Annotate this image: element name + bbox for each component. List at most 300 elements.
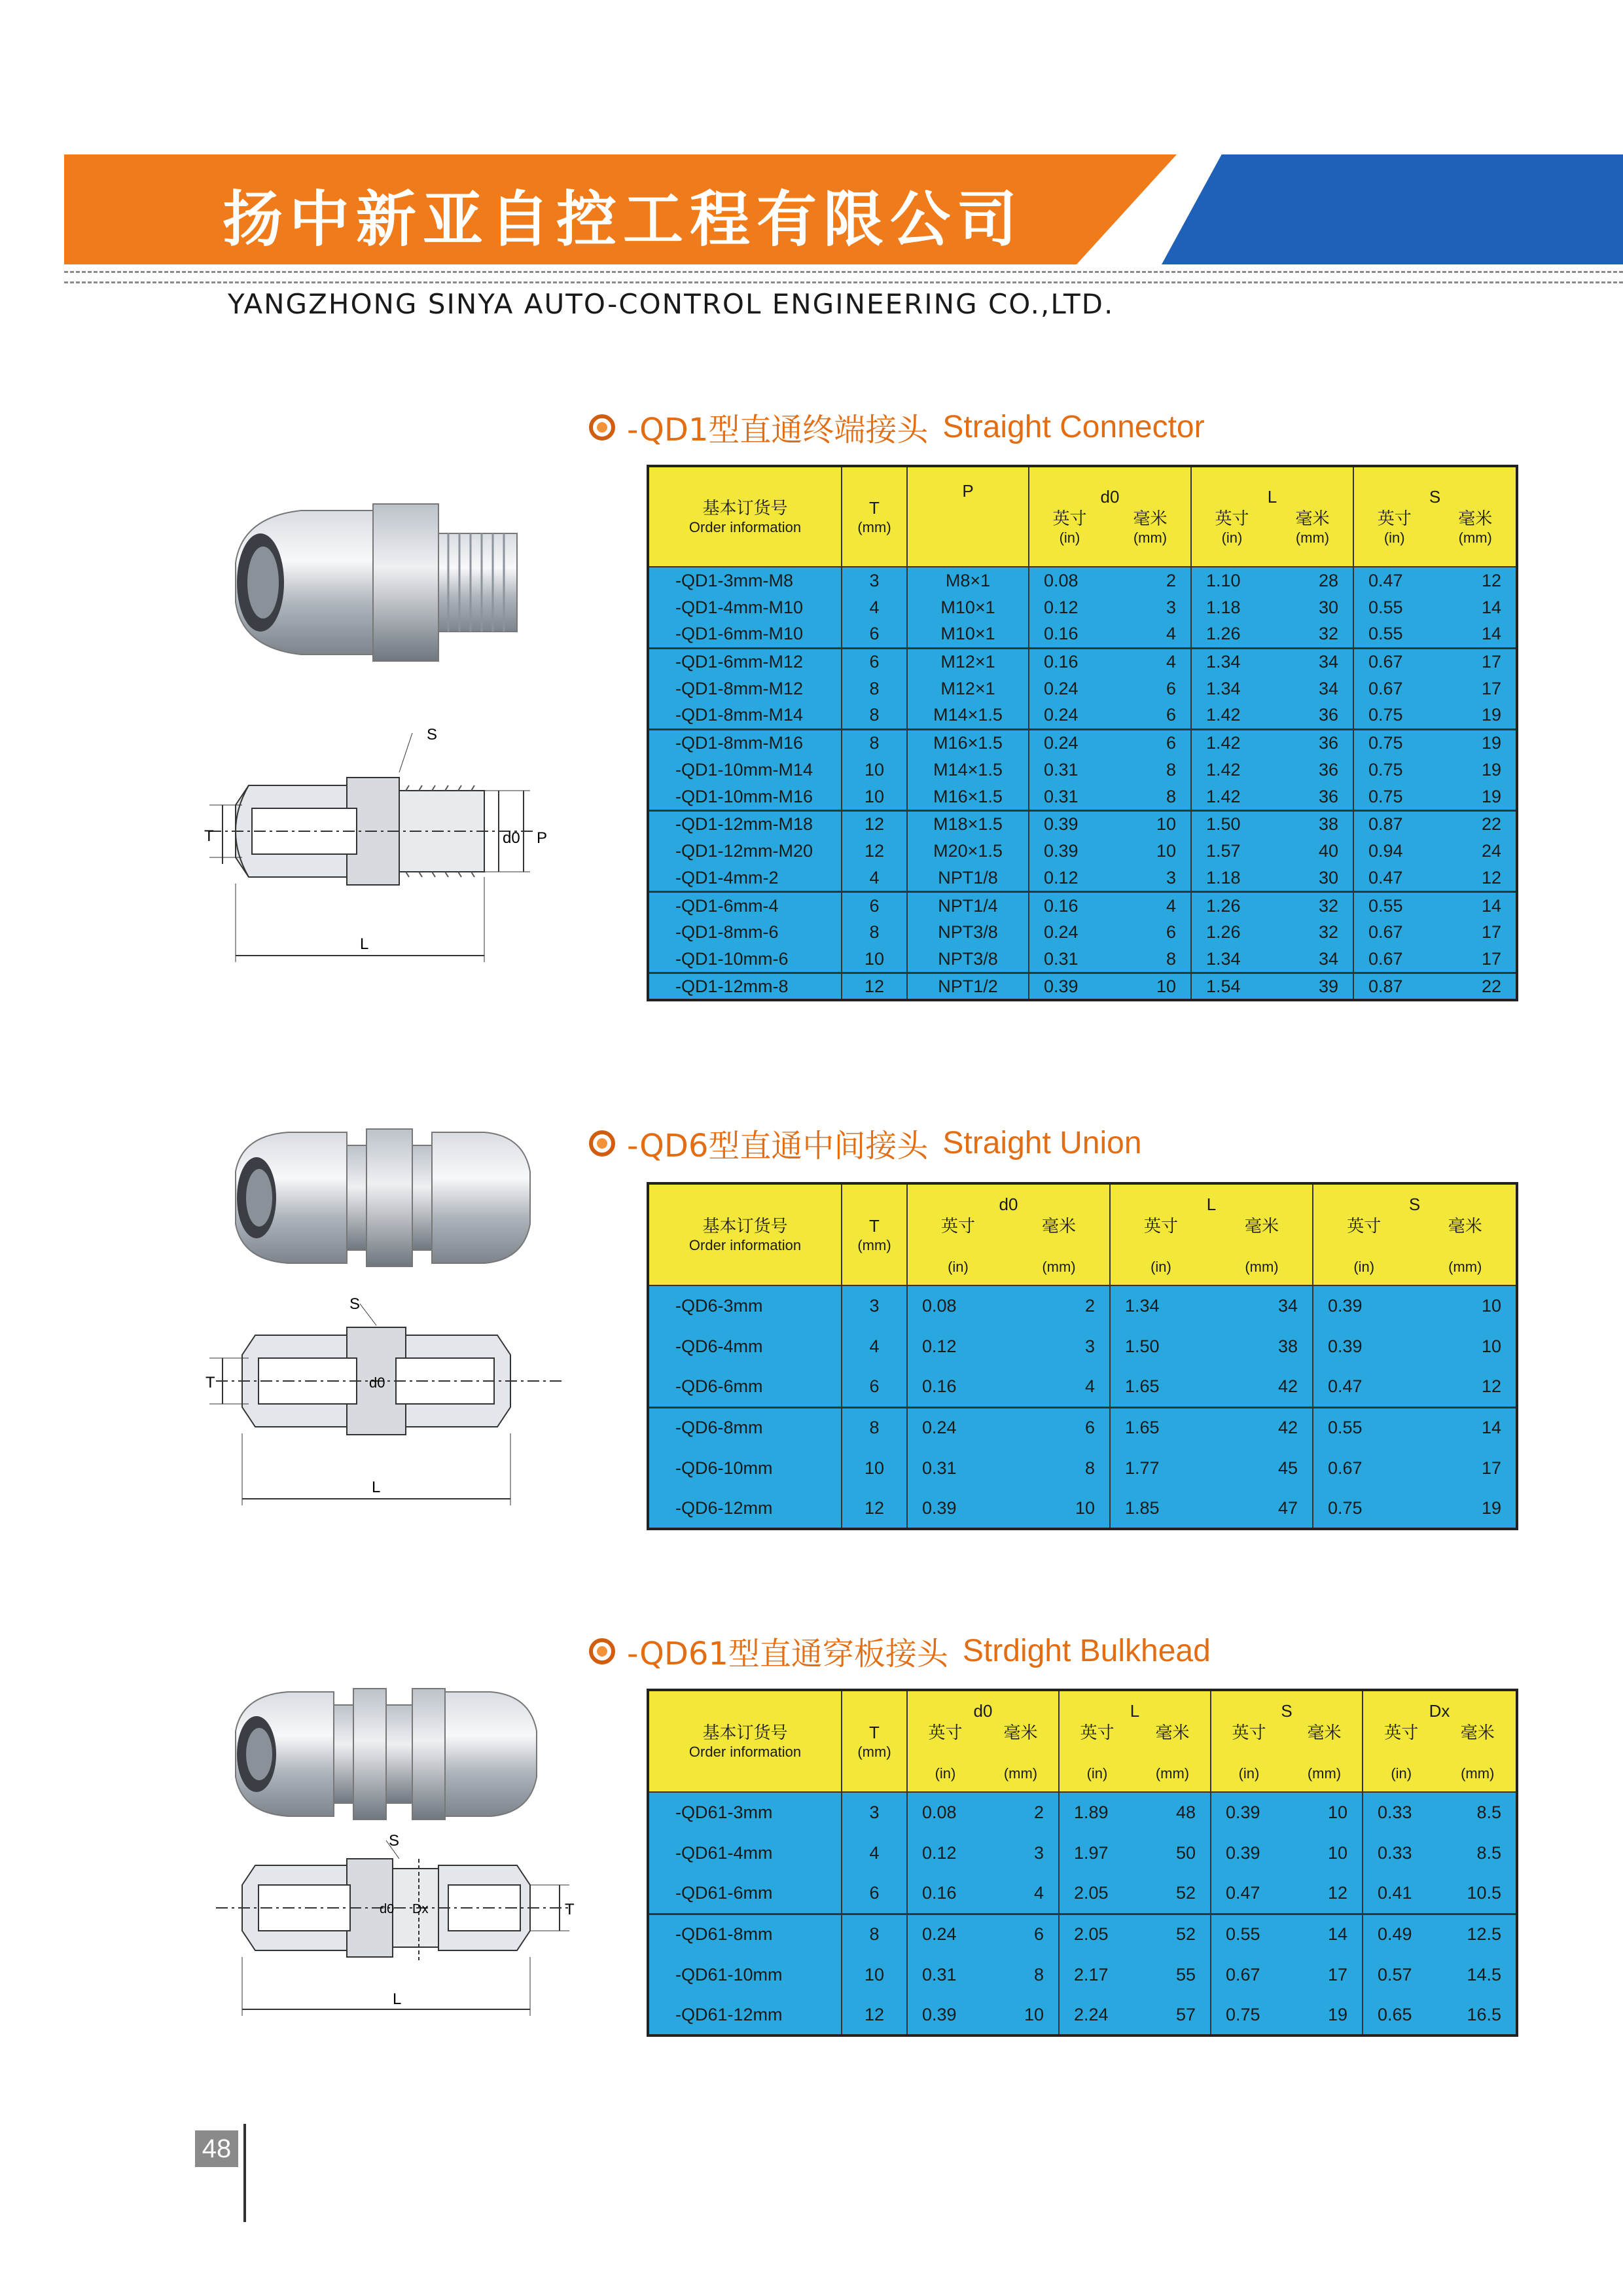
qd61-header-t-unit: (mm): [857, 1744, 891, 1760]
order-code-cell: -QD61-10mm: [648, 1954, 842, 1995]
value-cell: 8: [842, 729, 907, 756]
order-code-cell: -QD1-4mm-M10: [648, 594, 842, 620]
qd6-technical-drawing: [196, 1296, 576, 1512]
value-cell: 30: [1272, 594, 1353, 620]
value-cell: 0.12: [907, 1833, 983, 1873]
value-cell: 0.55: [1313, 1407, 1414, 1448]
value-cell: 0.08: [907, 1792, 983, 1833]
qd6-header-order: [648, 1183, 842, 1285]
qd1-header-d0-label: d0: [1100, 487, 1120, 507]
value-cell: 10: [842, 1448, 907, 1488]
qd61-s-mm-unit: (mm): [1307, 1765, 1342, 1782]
qd61-header-order-cn: 基本订货号: [702, 1722, 788, 1742]
value-cell: 1.50: [1191, 811, 1272, 838]
qd61-drawing-label-d0: d0: [380, 1902, 395, 1916]
value-cell: 3: [1008, 1326, 1110, 1367]
qd1-header-s-label: S: [1429, 487, 1441, 507]
qd1-l-mm-unit: (mm): [1295, 529, 1330, 547]
value-cell: 0.47: [1211, 1873, 1287, 1914]
qd61-header-s-label: S: [1281, 1701, 1293, 1721]
value-cell: 0.75: [1353, 729, 1435, 756]
value-cell: 34: [1272, 648, 1353, 675]
qd6-drawing-label-l: L: [372, 1479, 381, 1496]
value-cell: 0.47: [1353, 865, 1435, 891]
table-row: [648, 1407, 1517, 1448]
value-cell: 0.12: [1029, 594, 1110, 620]
value-cell: 12: [842, 838, 907, 865]
value-cell: 3: [983, 1833, 1059, 1873]
value-cell: 0.24: [907, 1914, 983, 1954]
value-cell: 0.39: [907, 1488, 1008, 1529]
value-cell: 3: [842, 1792, 907, 1833]
qd61-header-s: [1211, 1690, 1363, 1792]
value-cell: 3: [1110, 865, 1191, 891]
value-cell: 1.57: [1191, 838, 1272, 865]
order-code-cell: -QD6-12mm: [648, 1488, 842, 1529]
value-cell: 4: [1110, 892, 1191, 919]
qd61-dx-mm-unit: (mm): [1461, 1765, 1495, 1782]
value-cell: 0.75: [1211, 1995, 1287, 2036]
value-cell: 0.75: [1313, 1488, 1414, 1529]
value-cell: 52: [1135, 1914, 1211, 1954]
value-cell: 10: [1287, 1792, 1363, 1833]
qd6-header-order-cn: 基本订货号: [702, 1215, 788, 1236]
qd1-header-t-label: T: [869, 497, 880, 518]
qd1-title-en: Straight Connector: [942, 410, 1205, 444]
value-cell: 8.5: [1438, 1833, 1517, 1873]
value-cell: 17: [1435, 675, 1517, 702]
value-cell: 52: [1135, 1873, 1211, 1914]
value-cell: 19: [1435, 783, 1517, 810]
value-cell: 12: [842, 1488, 907, 1529]
value-cell: 32: [1272, 892, 1353, 919]
value-cell: 19: [1435, 702, 1517, 729]
qd1-header-l: [1191, 466, 1353, 567]
value-cell: 10: [1414, 1285, 1517, 1326]
value-cell: 17: [1435, 946, 1517, 973]
qd6-d0-mm-unit: (mm): [1042, 1258, 1076, 1275]
value-cell: 12: [842, 1995, 907, 2036]
value-cell: 2: [1110, 567, 1191, 594]
value-cell: 0.24: [907, 1407, 1008, 1448]
value-cell: 10: [1110, 811, 1191, 838]
order-code-cell: -QD6-3mm: [648, 1285, 842, 1326]
order-code-cell: -QD1-8mm-M12: [648, 675, 842, 702]
value-cell: 14: [1435, 594, 1517, 620]
value-cell: 0.31: [1029, 783, 1110, 810]
header-banner-blue: [1162, 154, 1623, 264]
value-cell: 0.49: [1363, 1914, 1438, 1954]
value-cell: 12: [1414, 1367, 1517, 1407]
value-cell: 12: [1287, 1873, 1363, 1914]
value-cell: 4: [842, 1326, 907, 1367]
order-code-cell: -QD1-12mm-8: [648, 973, 842, 1000]
qd61-drawing-label-s: S: [389, 1832, 400, 1850]
value-cell: 1.34: [1191, 675, 1272, 702]
value-cell: M16×1.5: [907, 783, 1029, 810]
qd61-header-l-label: L: [1130, 1701, 1140, 1721]
value-cell: 6: [842, 1873, 907, 1914]
value-cell: 1.10: [1191, 567, 1272, 594]
value-cell: M16×1.5: [907, 729, 1029, 756]
qd61-s-inch-unit: (in): [1238, 1765, 1260, 1782]
value-cell: 0.39: [1313, 1326, 1414, 1367]
qd1-drawing-label-t: T: [204, 827, 214, 845]
qd6-header-t-label: T: [869, 1215, 880, 1236]
value-cell: 12: [1435, 865, 1517, 891]
value-cell: 0.31: [1029, 757, 1110, 783]
value-cell: 47: [1211, 1488, 1313, 1529]
value-cell: 22: [1435, 811, 1517, 838]
qd1-drawing-label-l: L: [360, 935, 369, 953]
value-cell: 0.55: [1353, 594, 1435, 620]
value-cell: 17: [1435, 919, 1517, 946]
value-cell: 6: [1110, 702, 1191, 729]
value-cell: 3: [842, 1285, 907, 1326]
value-cell: 1.54: [1191, 973, 1272, 1000]
qd1-l-inch-unit: (in): [1221, 529, 1243, 547]
order-code-cell: -QD61-8mm: [648, 1914, 842, 1954]
value-cell: 3: [1110, 594, 1191, 620]
value-cell: 28: [1272, 567, 1353, 594]
qd6-drawing-label-s: S: [349, 1295, 361, 1313]
value-cell: 0.16: [907, 1873, 983, 1914]
value-cell: 1.42: [1191, 729, 1272, 756]
value-cell: 8: [1008, 1448, 1110, 1488]
value-cell: 8: [1110, 783, 1191, 810]
table-row: [648, 838, 1517, 865]
value-cell: 0.39: [1211, 1792, 1287, 1833]
page-number-divider: [243, 2124, 246, 2222]
qd61-product-photo: [229, 1685, 543, 1823]
value-cell: 12: [1435, 567, 1517, 594]
qd61-d0-inch-cn: 英寸: [928, 1722, 963, 1742]
qd61-header-d0-label: d0: [973, 1701, 993, 1721]
qd6-d0-inch-unit: (in): [948, 1258, 969, 1275]
value-cell: 0.65: [1363, 1995, 1438, 2036]
value-cell: 10: [842, 946, 907, 973]
value-cell: NPT1/8: [907, 865, 1029, 891]
qd1-d0-mm-cn: 毫米: [1133, 508, 1168, 528]
value-cell: 1.26: [1191, 892, 1272, 919]
value-cell: 0.75: [1353, 757, 1435, 783]
value-cell: 22: [1435, 973, 1517, 1000]
qd6-header-s-label: S: [1408, 1194, 1421, 1214]
value-cell: 12: [842, 811, 907, 838]
qd1-header-d0: [1029, 466, 1191, 567]
qd6-header-t: [842, 1183, 907, 1285]
qd1-technical-drawing: [196, 726, 563, 969]
table-row: [648, 729, 1517, 756]
table-row: [648, 1285, 1517, 1326]
qd6-header-l-label: L: [1206, 1194, 1217, 1214]
order-code-cell: -QD6-10mm: [648, 1448, 842, 1488]
table-row: [648, 1326, 1517, 1367]
value-cell: 30: [1272, 865, 1353, 891]
value-cell: 0.39: [907, 1995, 983, 2036]
value-cell: 0.55: [1353, 892, 1435, 919]
value-cell: 1.97: [1059, 1833, 1135, 1873]
order-code-cell: -QD1-6mm-M10: [648, 621, 842, 648]
value-cell: M12×1: [907, 648, 1029, 675]
qd1-header-order-en: Order information: [688, 519, 802, 535]
qd6-header-s: [1313, 1183, 1517, 1285]
value-cell: 0.16: [1029, 892, 1110, 919]
value-cell: 0.24: [1029, 675, 1110, 702]
value-cell: 0.67: [1353, 675, 1435, 702]
qd1-d0-inch-cn: 英寸: [1052, 508, 1087, 528]
value-cell: 2.24: [1059, 1995, 1135, 2036]
value-cell: 1.34: [1191, 946, 1272, 973]
value-cell: 4: [842, 865, 907, 891]
qd6-l-inch-unit: (in): [1150, 1258, 1171, 1275]
value-cell: 1.65: [1110, 1367, 1211, 1407]
value-cell: 6: [842, 1367, 907, 1407]
value-cell: 0.67: [1211, 1954, 1287, 1995]
value-cell: 1.18: [1191, 865, 1272, 891]
table-row: [648, 892, 1517, 919]
order-code-cell: -QD1-3mm-M8: [648, 567, 842, 594]
company-name-en: YANGZHONG SINYA AUTO-CONTROL ENGINEERING CO.,LTD.: [228, 288, 1115, 320]
value-cell: 0.39: [1029, 973, 1110, 1000]
qd6-s-inch-cn: 英寸: [1347, 1215, 1382, 1236]
section-bullet-icon: [589, 414, 615, 440]
value-cell: 0.41: [1363, 1873, 1438, 1914]
qd1-header-l-label: L: [1267, 487, 1277, 507]
order-code-cell: -QD1-10mm-M14: [648, 757, 842, 783]
table-row: [648, 973, 1517, 1000]
value-cell: 17: [1435, 648, 1517, 675]
qd1-header-s: [1353, 466, 1517, 567]
value-cell: 1.42: [1191, 757, 1272, 783]
value-cell: 0.39: [1211, 1833, 1287, 1873]
qd1-drawing-label-d0: d0: [503, 829, 520, 847]
qd1-spec-table: [647, 465, 1518, 1001]
value-cell: 34: [1272, 675, 1353, 702]
value-cell: NPT3/8: [907, 919, 1029, 946]
section-bullet-icon: [589, 1130, 615, 1157]
value-cell: 0.47: [1313, 1367, 1414, 1407]
qd61-header-dx-label: Dx: [1429, 1701, 1450, 1721]
table-row: [648, 757, 1517, 783]
value-cell: 4: [1110, 621, 1191, 648]
qd61-title-en: Strdight Bulkhead: [962, 1634, 1211, 1668]
value-cell: 36: [1272, 729, 1353, 756]
qd1-d0-inch-unit: (in): [1059, 529, 1080, 547]
qd61-l-mm-cn: 毫米: [1155, 1722, 1190, 1742]
value-cell: 8: [1110, 757, 1191, 783]
table-row: [648, 811, 1517, 838]
qd6-title-cn: -QD6型直通中间接头: [627, 1128, 929, 1164]
value-cell: 0.31: [907, 1448, 1008, 1488]
page-number: 48: [195, 2130, 238, 2167]
value-cell: 0.57: [1363, 1954, 1438, 1995]
value-cell: 6: [842, 621, 907, 648]
qd6-l-inch-cn: 英寸: [1143, 1215, 1178, 1236]
table-row: [648, 1488, 1517, 1529]
value-cell: 8: [842, 702, 907, 729]
qd61-technical-drawing: [203, 1833, 596, 2022]
qd61-s-mm-cn: 毫米: [1307, 1722, 1342, 1742]
qd1-header-order-cn: 基本订货号: [702, 497, 788, 518]
value-cell: 10: [842, 1954, 907, 1995]
table-row: [648, 1833, 1517, 1873]
table-row: [648, 1367, 1517, 1407]
value-cell: 2: [983, 1792, 1059, 1833]
qd61-l-mm-unit: (mm): [1155, 1765, 1190, 1782]
value-cell: 0.67: [1353, 919, 1435, 946]
value-cell: 32: [1272, 621, 1353, 648]
order-code-cell: -QD1-4mm-2: [648, 865, 842, 891]
value-cell: 4: [842, 594, 907, 620]
value-cell: 8.5: [1438, 1792, 1517, 1833]
value-cell: 8: [842, 919, 907, 946]
value-cell: 0.39: [1313, 1285, 1414, 1326]
value-cell: 3: [842, 567, 907, 594]
qd6-header-d0-label: d0: [999, 1194, 1018, 1214]
order-code-cell: -QD1-10mm-M16: [648, 783, 842, 810]
qd61-l-inch-unit: (in): [1086, 1765, 1108, 1782]
company-name-cn: 扬中新亚自控工程有限公司: [223, 184, 1024, 255]
value-cell: 34: [1272, 946, 1353, 973]
table-row: [648, 1448, 1517, 1488]
value-cell: 1.34: [1110, 1285, 1211, 1326]
qd1-header-t-unit: (mm): [857, 519, 891, 535]
qd1-s-inch-unit: (in): [1383, 529, 1405, 547]
value-cell: 0.75: [1353, 702, 1435, 729]
value-cell: 8: [1110, 946, 1191, 973]
value-cell: 10: [1287, 1833, 1363, 1873]
value-cell: 10: [983, 1995, 1059, 2036]
value-cell: 17: [1287, 1954, 1363, 1995]
value-cell: 0.94: [1353, 838, 1435, 865]
qd6-title-en: Straight Union: [942, 1126, 1142, 1160]
table-row: [648, 675, 1517, 702]
value-cell: 0.31: [907, 1954, 983, 1995]
value-cell: 0.16: [1029, 621, 1110, 648]
value-cell: 10.5: [1438, 1873, 1517, 1914]
value-cell: 17: [1414, 1448, 1517, 1488]
qd61-section-title: [589, 1628, 1211, 1674]
value-cell: 0.24: [1029, 702, 1110, 729]
value-cell: 14: [1287, 1914, 1363, 1954]
qd6-spec-table: [647, 1182, 1518, 1530]
value-cell: 8: [842, 675, 907, 702]
qd6-section-title: [589, 1121, 1142, 1166]
table-row: [648, 1792, 1517, 1833]
qd61-d0-mm-cn: 毫米: [1003, 1722, 1038, 1742]
table-row: [648, 1873, 1517, 1914]
order-code-cell: -QD1-8mm-M14: [648, 702, 842, 729]
value-cell: 6: [1110, 675, 1191, 702]
qd6-drawing-label-t: T: [205, 1374, 215, 1391]
section-bullet-icon: [589, 1638, 615, 1664]
value-cell: 4: [1008, 1367, 1110, 1407]
order-code-cell: -QD1-6mm-4: [648, 892, 842, 919]
value-cell: 8: [842, 1407, 907, 1448]
qd1-drawing-label-s: S: [427, 726, 438, 744]
value-cell: M18×1.5: [907, 811, 1029, 838]
qd6-l-mm-unit: (mm): [1245, 1258, 1279, 1275]
value-cell: 19: [1435, 757, 1517, 783]
qd6-s-mm-cn: 毫米: [1448, 1215, 1482, 1236]
header-divider-bottom: [64, 281, 1623, 283]
value-cell: 24: [1435, 838, 1517, 865]
qd1-d0-mm-unit: (mm): [1133, 529, 1168, 547]
value-cell: 6: [842, 648, 907, 675]
value-cell: 0.87: [1353, 973, 1435, 1000]
value-cell: 45: [1211, 1448, 1313, 1488]
value-cell: 40: [1272, 838, 1353, 865]
value-cell: 0.55: [1353, 621, 1435, 648]
value-cell: 6: [983, 1914, 1059, 1954]
value-cell: 1.65: [1110, 1407, 1211, 1448]
value-cell: 0.55: [1211, 1914, 1287, 1954]
value-cell: 0.67: [1313, 1448, 1414, 1488]
value-cell: 6: [1110, 919, 1191, 946]
qd1-header-p: [907, 466, 1029, 567]
qd6-d0-inch-cn: 英寸: [940, 1215, 975, 1236]
qd1-title-cn: -QD1型直通终端接头: [627, 412, 929, 448]
order-code-cell: -QD61-4mm: [648, 1833, 842, 1873]
value-cell: 2.05: [1059, 1873, 1135, 1914]
table-row: [648, 783, 1517, 810]
value-cell: 0.33: [1363, 1833, 1438, 1873]
value-cell: 48: [1135, 1792, 1211, 1833]
order-code-cell: -QD61-6mm: [648, 1873, 842, 1914]
qd61-l-inch-cn: 英寸: [1080, 1722, 1115, 1742]
value-cell: 2.17: [1059, 1954, 1135, 1995]
qd61-header-dx: [1363, 1690, 1517, 1792]
value-cell: 1.77: [1110, 1448, 1211, 1488]
value-cell: 2: [1008, 1285, 1110, 1326]
value-cell: M8×1: [907, 567, 1029, 594]
value-cell: 10: [1110, 838, 1191, 865]
value-cell: 42: [1211, 1407, 1313, 1448]
value-cell: 14: [1435, 892, 1517, 919]
qd1-s-mm-unit: (mm): [1458, 529, 1492, 547]
value-cell: 55: [1135, 1954, 1211, 1995]
table-row: [648, 567, 1517, 594]
qd6-header-t-unit: (mm): [857, 1237, 891, 1253]
order-code-cell: -QD6-4mm: [648, 1326, 842, 1367]
value-cell: NPT3/8: [907, 946, 1029, 973]
table-row: [648, 1914, 1517, 1954]
qd6-product-photo: [229, 1126, 537, 1270]
qd61-drawing-label-t: T: [565, 1901, 575, 1918]
qd6-header-l: [1110, 1183, 1313, 1285]
value-cell: 4: [1110, 648, 1191, 675]
table-row: [648, 865, 1517, 891]
value-cell: 19: [1414, 1488, 1517, 1529]
value-cell: 50: [1135, 1833, 1211, 1873]
qd61-header-order-en: Order information: [688, 1744, 802, 1760]
header-divider-top: [64, 271, 1623, 273]
value-cell: 1.50: [1110, 1326, 1211, 1367]
value-cell: 38: [1211, 1326, 1313, 1367]
value-cell: M20×1.5: [907, 838, 1029, 865]
value-cell: 1.26: [1191, 621, 1272, 648]
value-cell: 1.26: [1191, 919, 1272, 946]
value-cell: 0.47: [1353, 567, 1435, 594]
table-row: [648, 919, 1517, 946]
table-row: [648, 1995, 1517, 2036]
value-cell: 0.31: [1029, 946, 1110, 973]
qd6-header-order-en: Order information: [688, 1237, 802, 1253]
table-row: [648, 1954, 1517, 1995]
qd6-header-d0: [907, 1183, 1110, 1285]
value-cell: 1.42: [1191, 783, 1272, 810]
